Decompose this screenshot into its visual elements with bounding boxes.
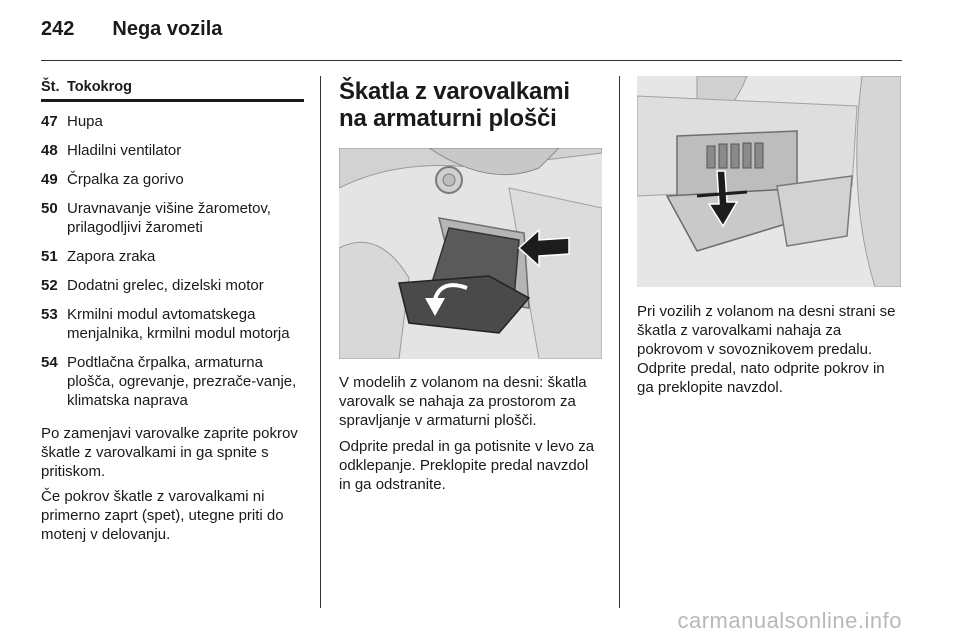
- section-title: Škatla z varovalkami na armaturni plošči: [339, 78, 570, 132]
- body-paragraph: Pri vozilih z volanom na desni strani se škatla z varovalkami nahaja za pokrovom v sovoznikovem predalu. Odprite predal, nato odprite pokrov in ga preklopite navzdol.: [637, 303, 896, 396]
- page-header: [41, 18, 222, 44]
- left-column: [41, 78, 304, 544]
- fuse-circuit: Zapora zraka: [67, 248, 156, 265]
- right-column: [637, 76, 903, 397]
- fuse-circuit: Dodatni grelec, dizelski motor: [67, 277, 264, 294]
- body-paragraph: Če pokrov škatle z varovalkami ni primerno zaprt (spet), utegne priti do motenj v delovanju.: [41, 488, 284, 543]
- glovebox-illustration: [339, 148, 602, 359]
- header-divider: [41, 60, 902, 61]
- middle-column: [339, 78, 603, 494]
- fuse-number: 51: [41, 248, 58, 265]
- fuse-circuit: Podtlačna črpalka, armaturna plošča, ogrevanje, prezrače-vanje, klimatska naprava: [67, 354, 297, 409]
- fuse-number: 50: [41, 200, 58, 217]
- page-number: 242: [41, 18, 75, 40]
- glovebox-drawing: [339, 148, 602, 359]
- body-paragraph: Po zamenjavi varovalke zaprite pokrov škatle z varovalkami in ga spnite s pritiskom.: [41, 425, 298, 480]
- table-row: [41, 353, 304, 410]
- fuse-number: 49: [41, 171, 58, 188]
- body-paragraph: V modelih z volanom na desni: škatla varovalk se nahaja za prostorom za spravljanje v armaturni plošči.: [339, 374, 587, 429]
- table-row: [41, 305, 304, 343]
- watermark: carmanualsonline.info: [677, 608, 902, 633]
- fuse-number: 47: [41, 113, 58, 130]
- page-title: Nega vozila: [112, 18, 223, 40]
- column-divider-left: [320, 76, 321, 608]
- table-row: [41, 199, 304, 237]
- fuse-circuit: Črpalka za gorivo: [67, 171, 184, 188]
- fuse-table-header: [41, 78, 304, 102]
- fuse-circuit: Hupa: [67, 113, 103, 130]
- table-row: [41, 170, 304, 189]
- fuse-number: 48: [41, 142, 58, 159]
- fuse-number: 53: [41, 306, 58, 323]
- body-paragraph: Odprite predal in ga potisnite v levo za odklepanje. Preklopite predal navzdol in ga odstranite.: [339, 438, 595, 493]
- table-row: [41, 247, 304, 266]
- table-row: [41, 276, 304, 295]
- column-header-circuit: Tokokrog: [67, 79, 132, 95]
- column-divider-right: [619, 76, 620, 608]
- fuse-circuit: Krmilni modul avtomatskega menjalnika, krmilni modul motorja: [67, 306, 290, 342]
- fuse-number: 54: [41, 354, 58, 371]
- table-row: [41, 112, 304, 131]
- fuse-circuit: Hladilni ventilator: [67, 142, 182, 159]
- column-header-number: Št.: [41, 79, 60, 95]
- fuse-circuit: Uravnavanje višine žarometov, prilagodljivi žarometi: [67, 200, 271, 236]
- fusebox-drawing: [637, 76, 901, 287]
- fusebox-cover-illustration: [637, 76, 901, 287]
- table-row: [41, 141, 304, 160]
- fuse-number: 52: [41, 277, 58, 294]
